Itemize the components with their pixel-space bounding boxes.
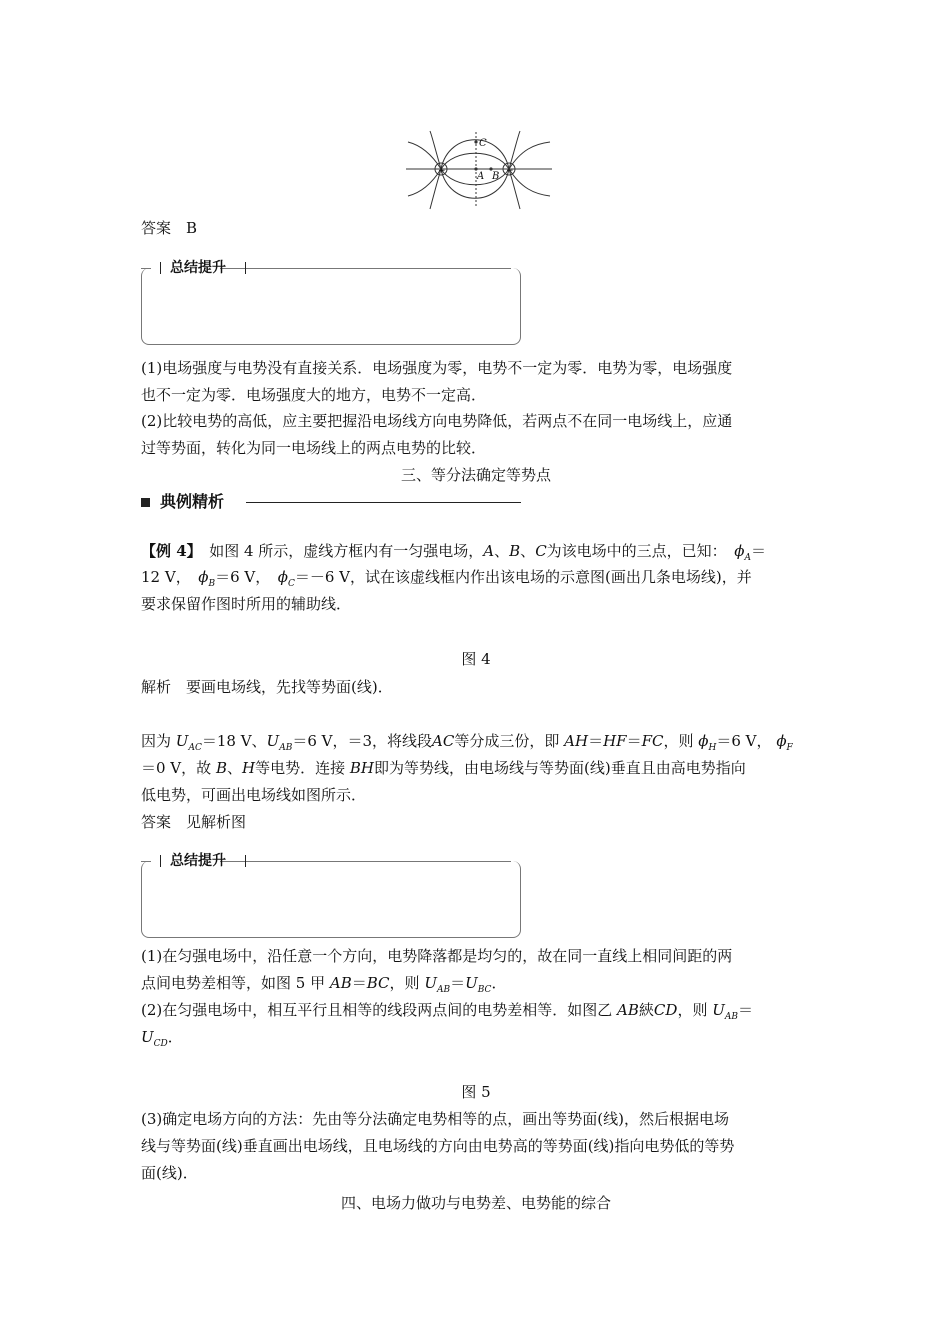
summary1-line4: 过等势面，转化为同一电场线上的两点电势的比较． [141,439,487,457]
summary-title-2: 总结提升 [170,853,226,869]
heading-3: 三、等分法确定等势点 [400,466,551,484]
analysis-line1: 解析 要画电场线，先找等势面(线)． [141,678,393,696]
section-rule [246,502,521,503]
summary2-line4: $U_{CD}$． [141,1028,183,1049]
an-b: ＝18 V、 [201,732,267,750]
example4-line2: 12 V， $\phi_B=6$ V， $\phi_C=-6$ V，试在该虚线框内作出该电场的示意图(画出几条电场线)，并 [141,568,752,589]
label-b: B [492,171,500,182]
summary1-line2: 也不一定为零．电场强度大的地方，电势不一定高． [141,386,487,404]
ex4-text-c: 12 V， [141,568,184,586]
summary3-line2: 线与等势面(线)垂直画出电场线，且电场线的方向由电势高的等势面(线)指向电势低的等势 [141,1137,735,1155]
an-d: 等分成三份，即 [454,732,560,750]
summary3-line3: 面(线)． [141,1164,198,1182]
s2-d: 綊 [638,1001,654,1019]
ex4-text-a: 如图 4 所示，虚线方框内有一匀强电场， [209,542,484,560]
analysis-line4: 低电势，可画出电场线如图所示． [141,786,367,804]
summary1-line1: (1)电场强度与电势没有直接关系．电场强度为零，电势不一定为零．电势为零，电场强度 [141,359,733,377]
heading-4: 四、电场力做功与电势差、电势能的综合 [340,1194,611,1212]
summary1-line3: (2)比较电势的高低，应主要把握沿电场线方向电势降低，若两点不在同一电场线上，应通 [141,412,733,430]
answer-2: 答案 见解析图 [141,813,247,831]
an-f: ＝6 V， [716,732,772,750]
s2-c: (2)在匀强电场中，相互平行且相等的线段两点间的电势差相等．如图乙 [141,1001,613,1019]
analysis-line3: ＝0 V，故 B、H等电势．连接 BH即为等势线，由电场线与等势面(线)垂直且由高电势指向 [141,759,746,777]
s2-a: 点间电势差相等，如图 5 甲 [141,974,326,992]
figure-5-caption: 图 5 [461,1083,491,1101]
label-a: A [477,171,485,182]
svg-text:−: − [506,166,514,176]
an-e: ，则 [663,732,694,750]
summary3-line1: (3)确定电场方向的方法：先由等分法确定电势相等的点，画出等势面(线)，然后根据电场 [141,1110,729,1128]
answer-1: 答案 B [141,219,198,237]
an-i: 即为等势线，由电场线与等势面(线)垂直且由高电势指向 [373,759,746,777]
summary-title-1: 总结提升 [170,260,226,276]
s2-e: ，则 [677,1001,708,1019]
analysis-line2: 因为 $U_{AC}=18$ V、$U_{AB}=6$ V，＝3，将线段AC等分成三份，即 AH＝HF＝FC，则 $\phi_H=6$ V， $\phi_F$ [141,732,793,753]
an-a: 因为 [141,732,172,750]
label-c: C [479,138,487,149]
example-tag: 【例 4】 [141,542,195,560]
s2-f: ． [167,1028,183,1046]
svg-text:+: + [438,166,446,176]
section-bullet [141,498,150,507]
example4-line3: 要求保留作图时所用的辅助线． [141,595,352,613]
an-g: ＝0 V，故 [141,759,212,777]
ex4-text-b: 为该电场中的三点，已知： [546,542,720,560]
section-title: 典例精析 [160,492,225,511]
summary2-line2: 点间电势差相等，如图 5 甲 AB＝BC，则 $U_{AB}=U_{BC}$． [141,974,507,995]
figure-4-caption: 图 4 [461,650,491,668]
field-line-figure [404,130,554,210]
an-h: 等电势．连接 [255,759,346,777]
s2-b: ，则 [389,974,420,992]
summary2-line1: (1)在匀强电场中，沿任意一个方向，电势降落都是均匀的，故在同一直线上相同间距的两 [141,947,733,965]
summary2-line3: (2)在匀强电场中，相互平行且相等的线段两点间的电势差相等．如图乙 AB綊CD，则 $U_{AB}=$ [141,1001,754,1022]
example4-line1: 【例 4】 如图 4 所示，虚线方框内有一匀强电场，A、B、C为该电场中的三点，已知： $\phi_A=$ [141,542,766,563]
ex4-text-e: ＝－6 V，试在该虚线框内作出该电场的示意图(画出几条电场线)，并 [294,568,752,586]
ex4-text-d: ＝6 V， [215,568,263,586]
an-c: ＝6 V，＝3，将线段 [292,732,433,750]
